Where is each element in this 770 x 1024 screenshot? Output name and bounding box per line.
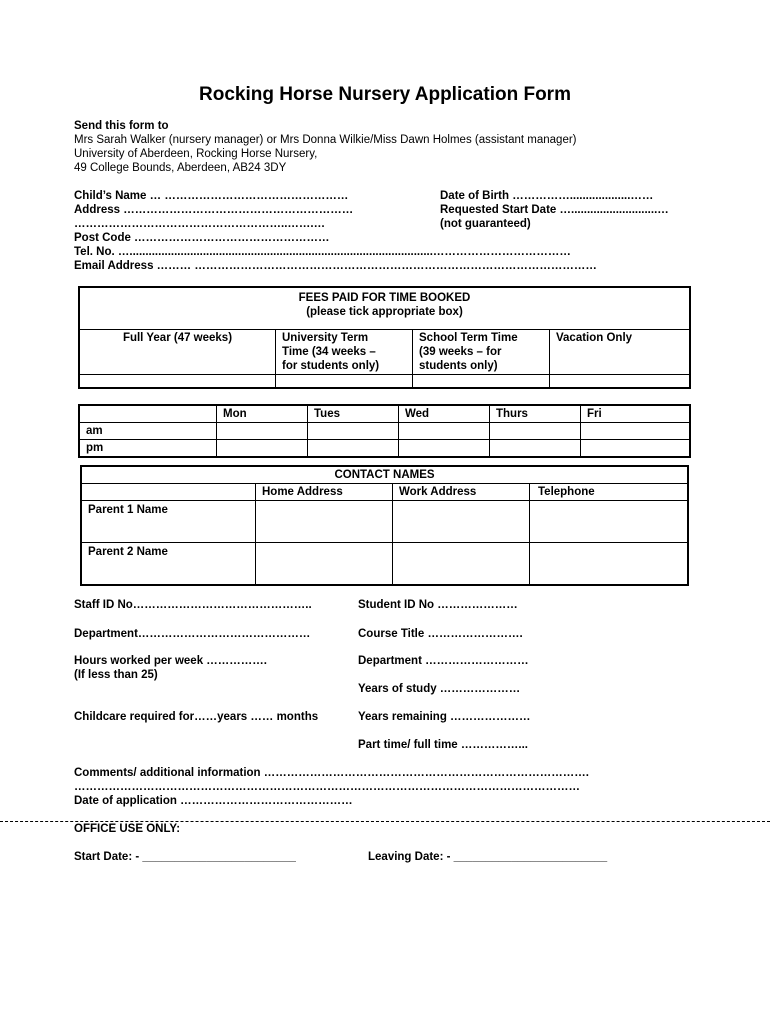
form-title: Rocking Horse Nursery Application Form	[199, 84, 571, 105]
tue-pm-cell[interactable]	[308, 440, 399, 458]
telephone-header: Telephone	[530, 484, 689, 501]
address-field[interactable]: Address ……………………………………………………	[74, 204, 354, 216]
wed-pm-cell[interactable]	[399, 440, 490, 458]
day-thu: Thurs	[490, 405, 581, 423]
day-tue: Tues	[308, 405, 399, 423]
university-term-line-1: University Term	[282, 331, 369, 344]
date-of-birth-field[interactable]: Date of Birth ……………...................……	[440, 190, 654, 202]
work-address-header: Work Address	[393, 484, 530, 501]
fees-heading: FEES PAID FOR TIME BOOKED	[298, 292, 471, 304]
thu-pm-cell[interactable]	[490, 440, 581, 458]
childcare-required-field[interactable]: Childcare required for……years …… months	[74, 711, 319, 723]
parent-1-label: Parent 1 Name	[81, 501, 256, 543]
office-use-heading: OFFICE USE ONLY:	[74, 823, 181, 835]
send-to-line-1: Mrs Sarah Walker (nursery manager) or Mrs Donna Wilkie/Miss Dawn Holmes (assistant manager)	[74, 134, 577, 146]
parent-2-work-address-cell[interactable]	[393, 543, 530, 585]
vacation-only-checkbox[interactable]	[550, 374, 691, 388]
days-table	[78, 404, 691, 458]
mon-am-cell[interactable]	[217, 423, 308, 440]
school-term-line-2: (39 weeks – for	[419, 345, 502, 358]
start-date-field[interactable]: Start Date: - ________________________	[74, 851, 296, 863]
school-term-header	[413, 329, 550, 374]
comments-line-2-field[interactable]: ……………………………………………………………………………………………………………………	[74, 781, 580, 793]
fees-table	[78, 286, 691, 389]
post-code-field[interactable]: Post Code ……………………………………………	[74, 232, 330, 244]
contacts-corner-cell	[81, 484, 256, 501]
university-term-line-3: for students only)	[282, 359, 380, 372]
home-address-header: Home Address	[256, 484, 393, 501]
leaving-date-field[interactable]: Leaving Date: - ________________________	[368, 851, 608, 863]
days-corner-cell	[79, 405, 217, 423]
hours-worked-note: (If less than 25)	[74, 669, 158, 681]
years-remaining-field[interactable]: Years remaining …………………	[358, 711, 531, 723]
full-year-checkbox[interactable]	[79, 374, 276, 388]
part-time-full-time-field[interactable]: Part time/ full time ……………...	[358, 739, 528, 751]
school-term-line-1: School Term Time	[419, 331, 518, 344]
school-term-checkbox[interactable]	[413, 374, 550, 388]
contact-names-table	[80, 465, 689, 586]
fri-pm-cell[interactable]	[581, 440, 691, 458]
send-to-line-3: 49 College Bounds, Aberdeen, AB24 3DY	[74, 162, 287, 174]
thu-am-cell[interactable]	[490, 423, 581, 440]
child-name-field[interactable]: Child’s Name … …………………………………………	[74, 190, 349, 202]
parent-2-telephone-cell[interactable]	[530, 543, 689, 585]
hours-worked-field[interactable]: Hours worked per week …………….	[74, 655, 267, 667]
school-term-line-3: students only)	[419, 359, 498, 372]
send-to-line-2: University of Aberdeen, Rocking Horse Nursery,	[74, 148, 318, 160]
university-term-header	[276, 329, 413, 374]
send-to-heading: Send this form to	[74, 120, 169, 132]
course-title-field[interactable]: Course Title …………………….	[358, 628, 523, 640]
vacation-only-header: Vacation Only	[550, 329, 691, 374]
fees-heading-cell	[79, 287, 690, 329]
address-line-2-field[interactable]: ………………………………………………..…….…	[74, 218, 326, 230]
mon-pm-cell[interactable]	[217, 440, 308, 458]
fri-am-cell[interactable]	[581, 423, 691, 440]
university-term-checkbox[interactable]	[276, 374, 413, 388]
tue-am-cell[interactable]	[308, 423, 399, 440]
staff-department-field[interactable]: Department………………………………………	[74, 628, 311, 640]
date-of-application-field[interactable]: Date of application ………………………………………	[74, 795, 353, 807]
tel-no-field[interactable]: Tel. No. …...............................................................................................………………………………	[74, 246, 571, 258]
am-label: am	[79, 423, 217, 440]
parent-2-home-address-cell[interactable]	[256, 543, 393, 585]
day-fri: Fri	[581, 405, 691, 423]
student-id-field[interactable]: Student ID No …………………	[358, 599, 518, 611]
not-guaranteed-note: (not guaranteed)	[440, 218, 531, 230]
requested-start-date-field[interactable]: Requested Start Date …...........................…	[440, 204, 669, 216]
parent-2-label: Parent 2 Name	[81, 543, 256, 585]
staff-id-field[interactable]: Staff ID No………………………………………..	[74, 599, 312, 611]
parent-1-work-address-cell[interactable]	[393, 501, 530, 543]
parent-1-telephone-cell[interactable]	[530, 501, 689, 543]
comments-field[interactable]: Comments/ additional information ………………………………………………………………………….	[74, 767, 589, 779]
years-of-study-field[interactable]: Years of study …………………	[358, 683, 521, 695]
pm-label: pm	[79, 440, 217, 458]
wed-am-cell[interactable]	[399, 423, 490, 440]
fees-subheading: (please tick appropriate box)	[306, 306, 463, 318]
day-mon: Mon	[217, 405, 308, 423]
email-address-field[interactable]: Email Address ……… ……………………………………………………………………………………………	[74, 260, 597, 272]
parent-1-home-address-cell[interactable]	[256, 501, 393, 543]
full-year-header: Full Year (47 weeks)	[79, 329, 276, 374]
student-department-field[interactable]: Department ………………………	[358, 655, 529, 667]
university-term-line-2: Time (34 weeks –	[282, 345, 376, 358]
contact-names-heading: CONTACT NAMES	[81, 466, 688, 484]
day-wed: Wed	[399, 405, 490, 423]
